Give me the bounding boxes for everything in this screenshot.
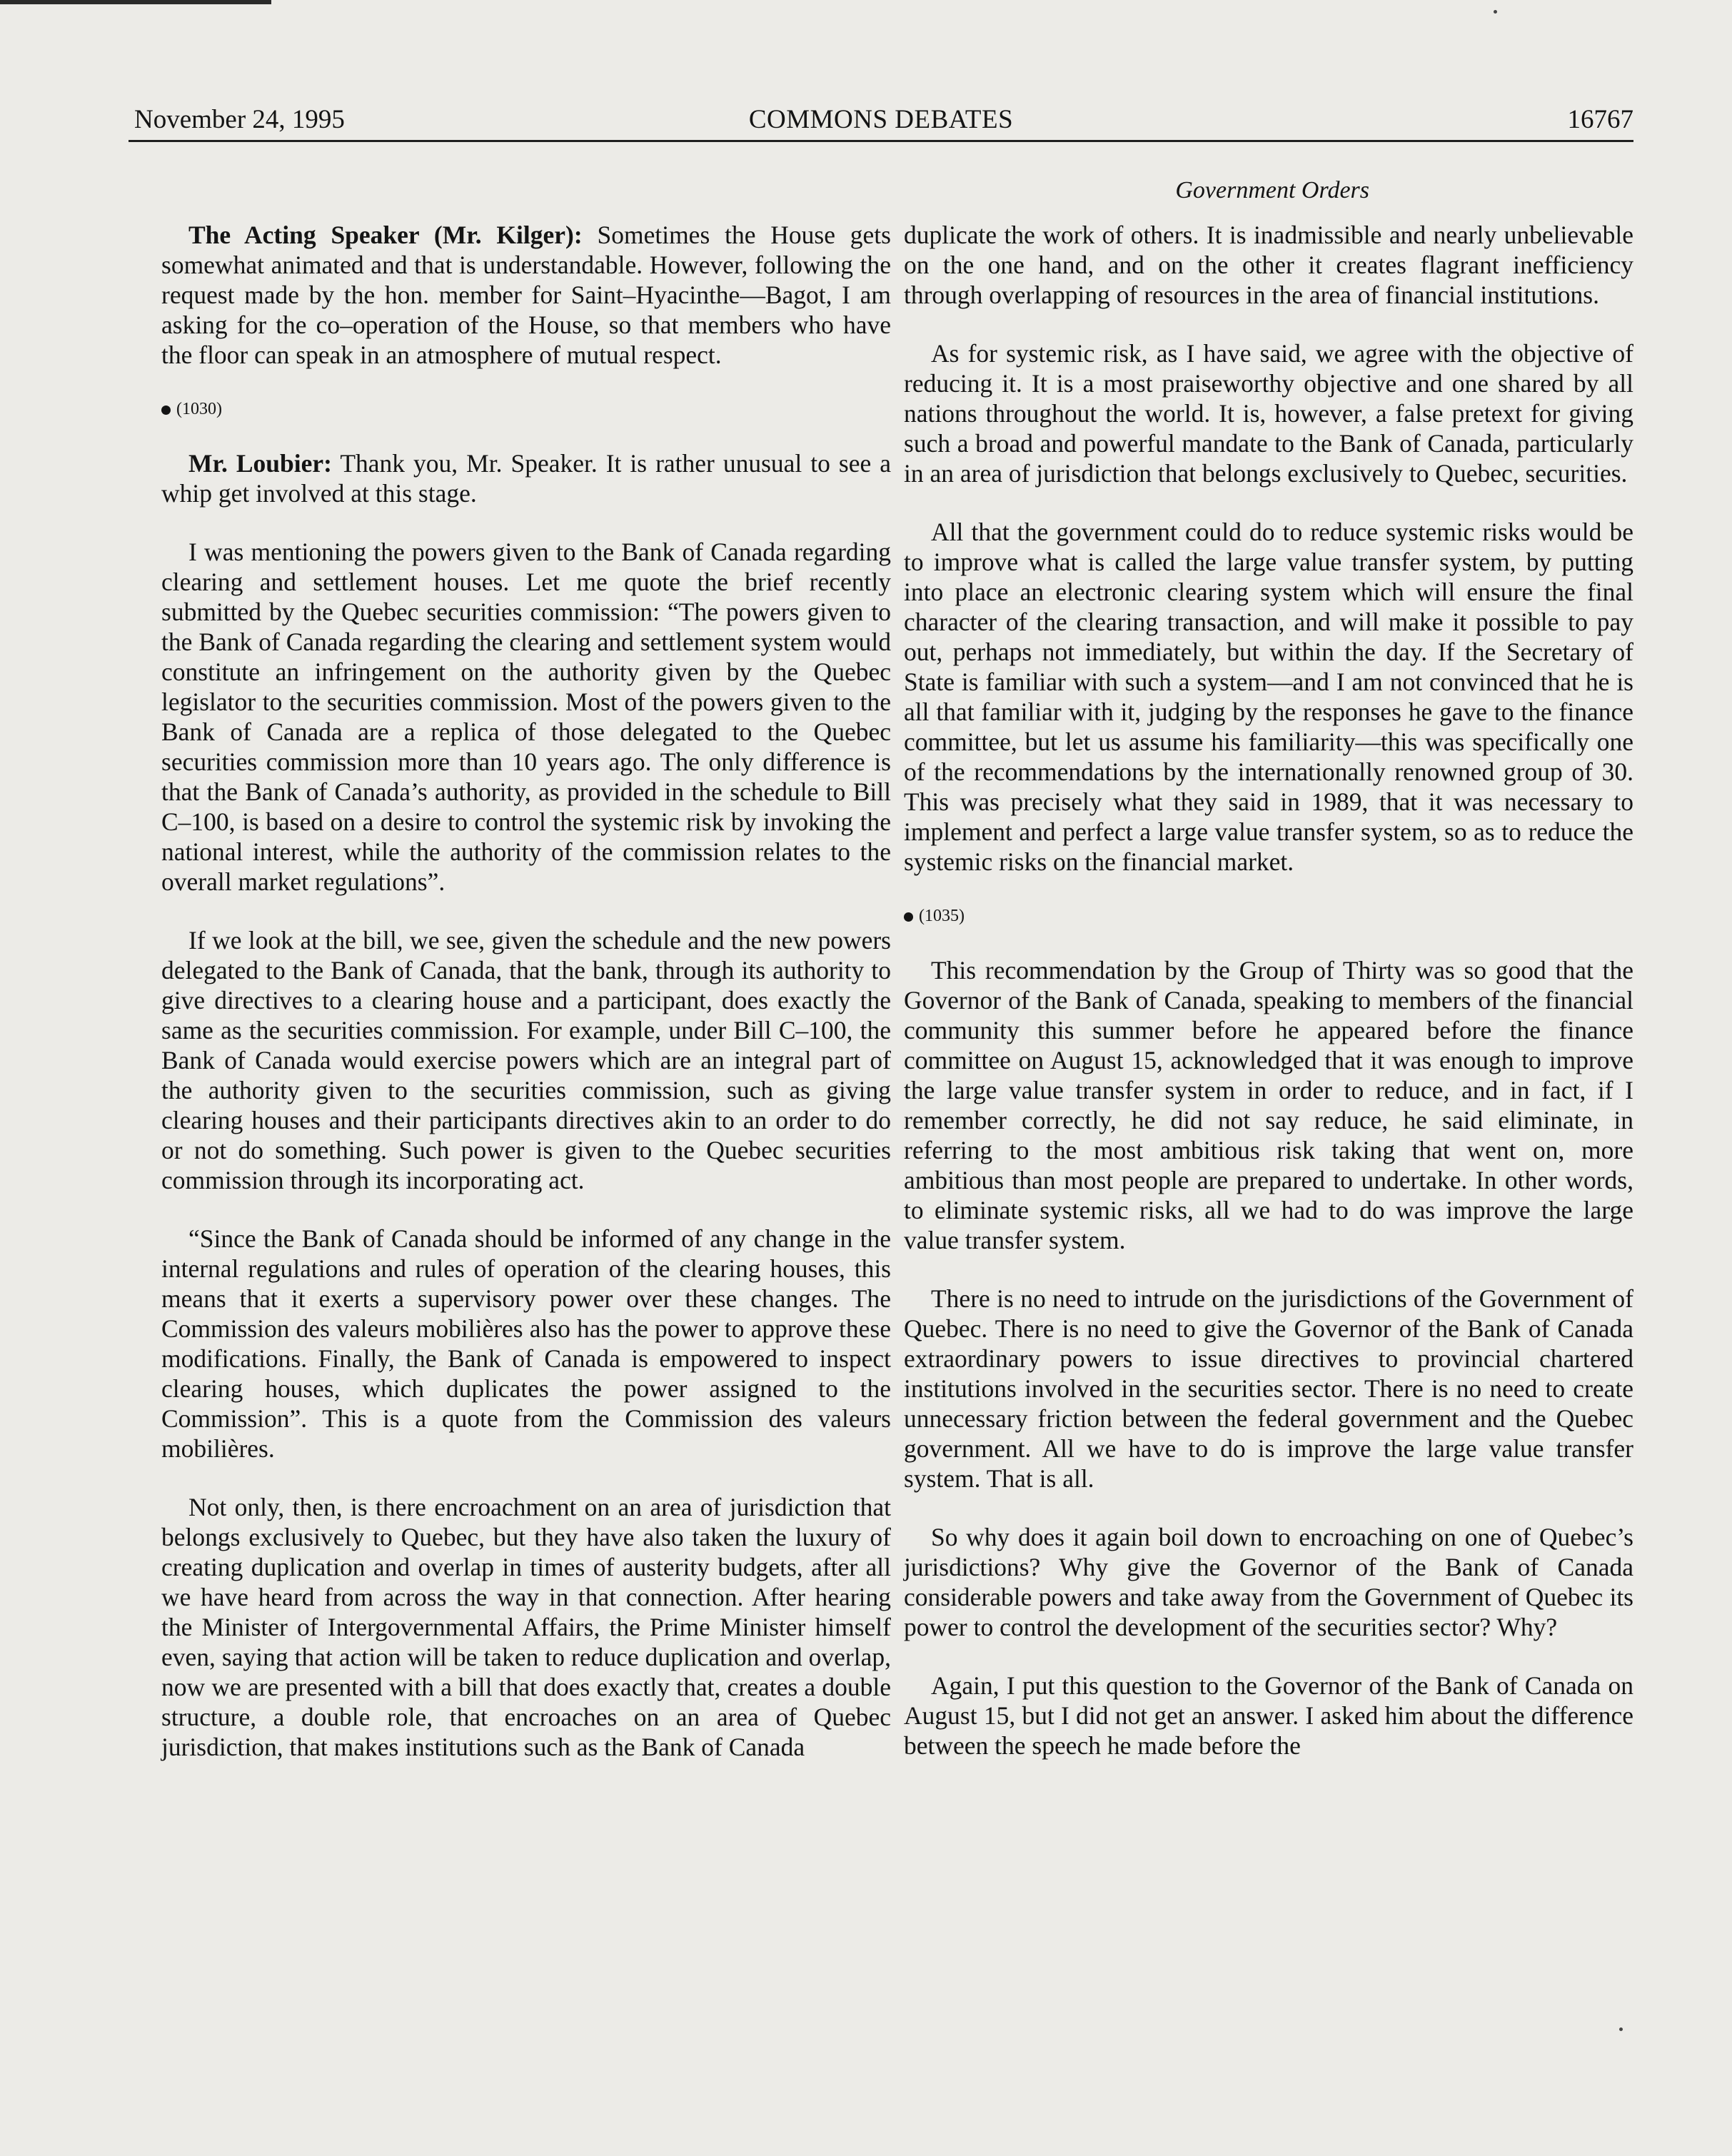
speech-text: Thank you, Mr. Speaker. It is rather unusual to see a whip get involved at this stage. (161, 449, 891, 508)
scan-speck (1494, 10, 1497, 14)
paragraph: If we look at the bill, we see, given the schedule and the new powers delegated to the Bank of Canada, that the bank, through its authority to give directives to a clearing house and a participant, does exactly the same as the securities commission. For example, under Bill C–100, the Bank of Canada would exercise powers which are an integral part of the authority given to the securities commission, such as giving clearing houses and their participants directives akin to an order to do or not do something. Such power is given to the Quebec securities commission through its incorporating act. (161, 926, 891, 1194)
bullet-icon (161, 405, 171, 415)
paragraph: So why does it again boil down to encroaching on one of Quebec’s jurisdictions? Why give the Governor of the Bank of Canada considerable powers and take away from the Government of Quebec its power to control the development of the securities sector? Why? (904, 1523, 1633, 1641)
paragraph: I was mentioning the powers given to the Bank of Canada regarding clearing and settlement houses. Let me quote the brief recently submitted by the Quebec securities commission: “The powers given to the Bank of Canada regarding the clearing and settlement system would constitute an infringement on the authority given by the Quebec legislator to the securities commission. Most of the powers given to the Bank of Canada are a replica of those delegated to the Quebec securities commission more than 10 years ago. The only difference is that the Bank of Canada’s authority, as provided in the schedule to Bill C–100, is based on a desire to control the systemic risk by invoking the national interest, while the authority of the commission relates to the overall market regulations”. (161, 538, 891, 896)
time-marker-text: (1035) (919, 907, 965, 925)
paragraph: Not only, then, is there encroachment on an area of jurisdiction that belongs exclusively to Quebec, but they have also taken the luxury of creating duplication and overlap in times of austerity budgets, after all we have heard from across the way in that connection. After hearing the Minister of Intergovernmental Affairs, the Prime Minister himself even, saying that action will be taken to reduce duplication and overlap, now we are presented with a bill that does exactly that, creates a double structure, a double role, that encroaches on an area of Quebec jurisdiction, that makes institutions such as the Bank of Canada (161, 1493, 891, 1761)
bullet-icon (904, 912, 913, 922)
paragraph: “Since the Bank of Canada should be informed of any change in the internal regulations and rules of operation of the clearing houses, this means that it exerts a supervisory power over these changes. The Commission des valeurs mobilières also has the power to approve these modifications. Finally, the Bank of Canada is empowered to inspect clearing houses, which duplicates the power assigned to the Commission”. This is a quote from the Commission des valeurs mobilières. (161, 1224, 891, 1463)
running-head (129, 100, 1633, 142)
time-marker (904, 905, 1633, 927)
paragraph: All that the government could do to reduce systemic risks would be to improve what is called the large value transfer system, by putting into place an electronic clearing system which will ensure the final character of the clearing transaction, and will make it possible to pay out, perhaps not immediately, but within the day. If the Secretary of State is familiar with such a system—and I am not convinced that he is all that familiar with it, judging by the responses he gave to the finance committee, but let us assume his familiarity—this was specifically one of the recommendations by the internationally renowned group of 30. This was precisely what they said in 1989, that it was necessary to implement and perfect a large value transfer system, so as to reduce the systemic risks on the financial market. (904, 518, 1633, 876)
section-label: Government Orders (1175, 177, 1369, 203)
paragraph: duplicate the work of others. It is inadmissible and nearly unbelievable on the one hand, and on the other it creates flagrant inefficiency through overlapping of resources in the area of financial institutions. (904, 221, 1633, 309)
left-column (161, 220, 891, 1790)
header-page-number: 16767 (1567, 105, 1633, 134)
page (129, 100, 1633, 2113)
scan-speck (1619, 2027, 1623, 2031)
speech-text: Sometimes the House gets somewhat animated and that is understandable. However, following the request made by the hon. member for Saint–Hyacinthe—Bagot, I am asking for the co–operation of the House, so that members who have the floor can speak in an atmosphere of mutual respect. (161, 221, 891, 369)
paragraph: As for systemic risk, as I have said, we agree with the objective of reducing it. It is a most praiseworthy objective and one shared by all nations throughout the world. It is, however, a false pretext for giving such a broad and powerful mandate to the Bank of Canada, particularly in an area of jurisdiction that belongs exclusively to Quebec, securities. (904, 339, 1633, 488)
time-marker (161, 398, 891, 420)
header-publication-title: COMMONS DEBATES (748, 105, 1014, 134)
paragraph (161, 220, 891, 370)
header-date: November 24, 1995 (134, 105, 345, 134)
paragraph: There is no need to intrude on the jurisdictions of the Government of Quebec. There is no need to give the Governor of the Bank of Canada extraordinary powers to issue directives to provincial chartered institutions involved in the securities sector. There is no need to create unnecessary friction between the federal government and the Quebec government. All we have to do is improve the large value transfer system. That is all. (904, 1284, 1633, 1493)
paragraph (161, 448, 891, 508)
right-column (904, 220, 1633, 1789)
speaker-name: The Acting Speaker (Mr. Kilger): (188, 221, 583, 249)
paragraph: Again, I put this question to the Governor of the Bank of Canada on August 15, but I did not get an answer. I asked him about the difference between the speech he made before the (904, 1671, 1633, 1760)
paragraph: This recommendation by the Group of Thirty was so good that the Governor of the Bank of Canada, speaking to members of the financial community this summer before he appeared before the finance committee on August 15, acknowledged that it was enough to improve the large value transfer system in order to reduce, and in fact, if I remember correctly, he did not say reduce, he said eliminate, in referring to the most ambitious risk taking that went on, more ambitious than most people are prepared to undertake. In other words, to eliminate systemic risks, all we had to do was improve the large value transfer system. (904, 956, 1633, 1254)
scan-edge-rule (0, 0, 271, 4)
speaker-name: Mr. Loubier: (188, 449, 332, 478)
time-marker-text: (1030) (176, 400, 222, 418)
